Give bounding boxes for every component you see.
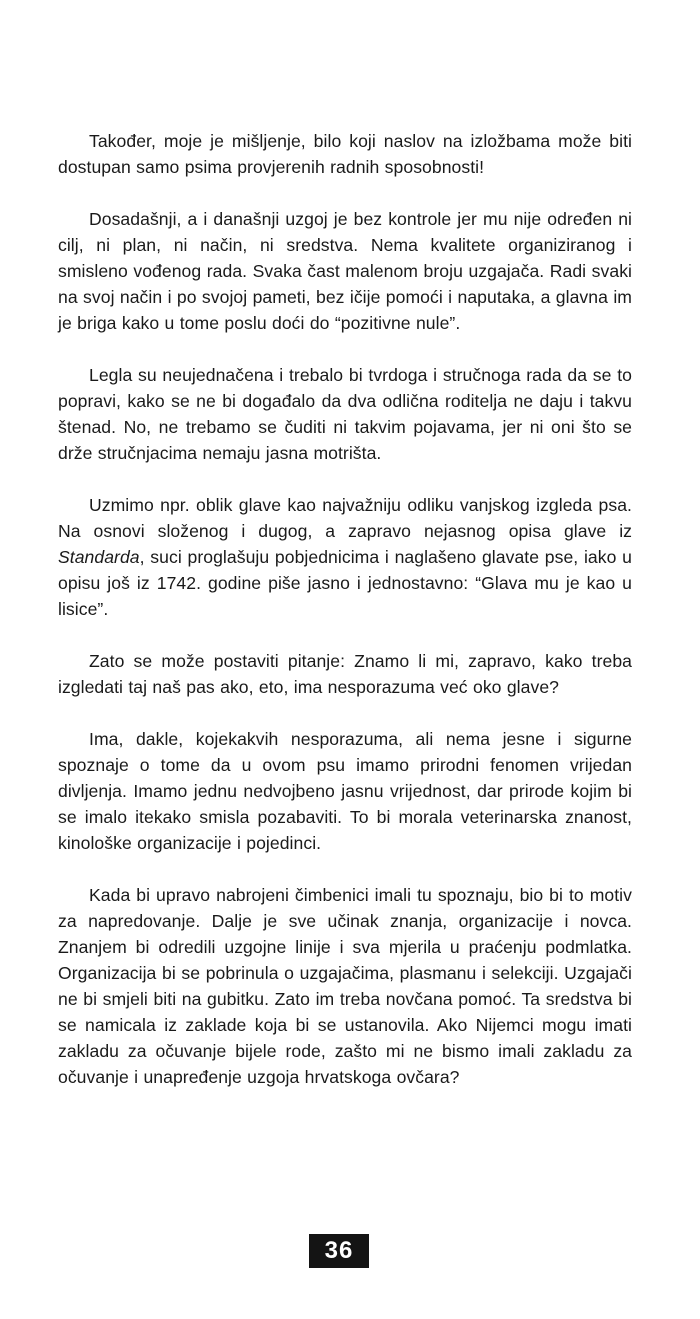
paragraph-4-text-before: Uzmimo npr. oblik glave kao najvažniju odliku vanjskog izgleda psa. Na osnovi složenog i dugog, a zapravo nejasnog opisa glave iz xyxy=(58,495,632,541)
paragraph-4-text-after: , suci proglašuju pobjednicima i naglašeno glavate pse, iako u opisu još iz 1742. godine piše jasno i jednostavno: “Glava mu je kao u lisice”. xyxy=(58,547,632,619)
paragraph-6: Ima, dakle, kojekakvih nesporazuma, ali nema jesne i sigurne spoznaje o tome da u ovom psu imamo prirodni fenomen vrijedan divljenja. Imamo jednu nedvojbeno jasnu vrijednost, dar prirode kojim bi se imalo itekako smisla pozabaviti. To bi morala veterinarska znanost, kinološke organizacije i pojedinci. xyxy=(58,729,632,853)
paragraph-5: Zato se može postaviti pitanje: Znamo li mi, zapravo, kako treba izgledati taj naš pas ako, eto, ima nesporazuma već oko glave? xyxy=(58,651,632,697)
page-number-badge: 36 xyxy=(309,1234,369,1268)
body-text xyxy=(58,128,632,1090)
paragraph-1: Također, moje je mišljenje, bilo koji naslov na izložbama može biti dostupan samo psima provjerenih radnih sposobnosti! xyxy=(58,131,632,177)
paragraph-7: Kada bi upravo nabrojeni čimbenici imali tu spoznaju, bio bi to motiv za napredovanje. Dalje je sve učinak znanja, organizacije i novca. Znanjem bi odredili uzgojne linije i sva mjerila u praćenju podmlatka. Organizacija bi se pobrinula o uzgajačima, plasmanu i selekciji. Uzgajači ne bi smjeli biti na gubitku. Zato im treba novčana pomoć. Ta sredstva bi se namicala iz zaklade koja bi se ustanovila. Ako Nijemci mogu imati zakladu za očuvanje bijele rode, zašto mi ne bismo imali zakladu za očuvanje i unapređenje uzgoja hrvatskoga ovčara? xyxy=(58,885,632,1087)
paragraph-4 xyxy=(58,492,632,622)
paragraph-4-italic-term: Standarda xyxy=(58,547,140,567)
paragraph-2: Dosadašnji, a i današnji uzgoj je bez kontrole jer mu nije određen ni cilj, ni plan, ni način, ni sredstva. Nema kvalitete organiziranog i smisleno vođenog rada. Svaka čast malenom broju uzgajača. Radi svaki na svoj način i po svojoj pameti, bez ičije pomoći i naputaka, a glavna im je briga kako u tome poslu doći do “pozitivne nule”. xyxy=(58,209,632,333)
paragraph-3: Legla su neujednačena i trebalo bi tvrdoga i stručnoga rada da se to popravi, kako se ne bi događalo da dva odlična roditelja ne daju i takvu štenad. No, ne trebamo se čuditi ni takvim pojavama, jer ni oni što se drže stručnjacima nemaju jasna motrišta. xyxy=(58,365,632,463)
